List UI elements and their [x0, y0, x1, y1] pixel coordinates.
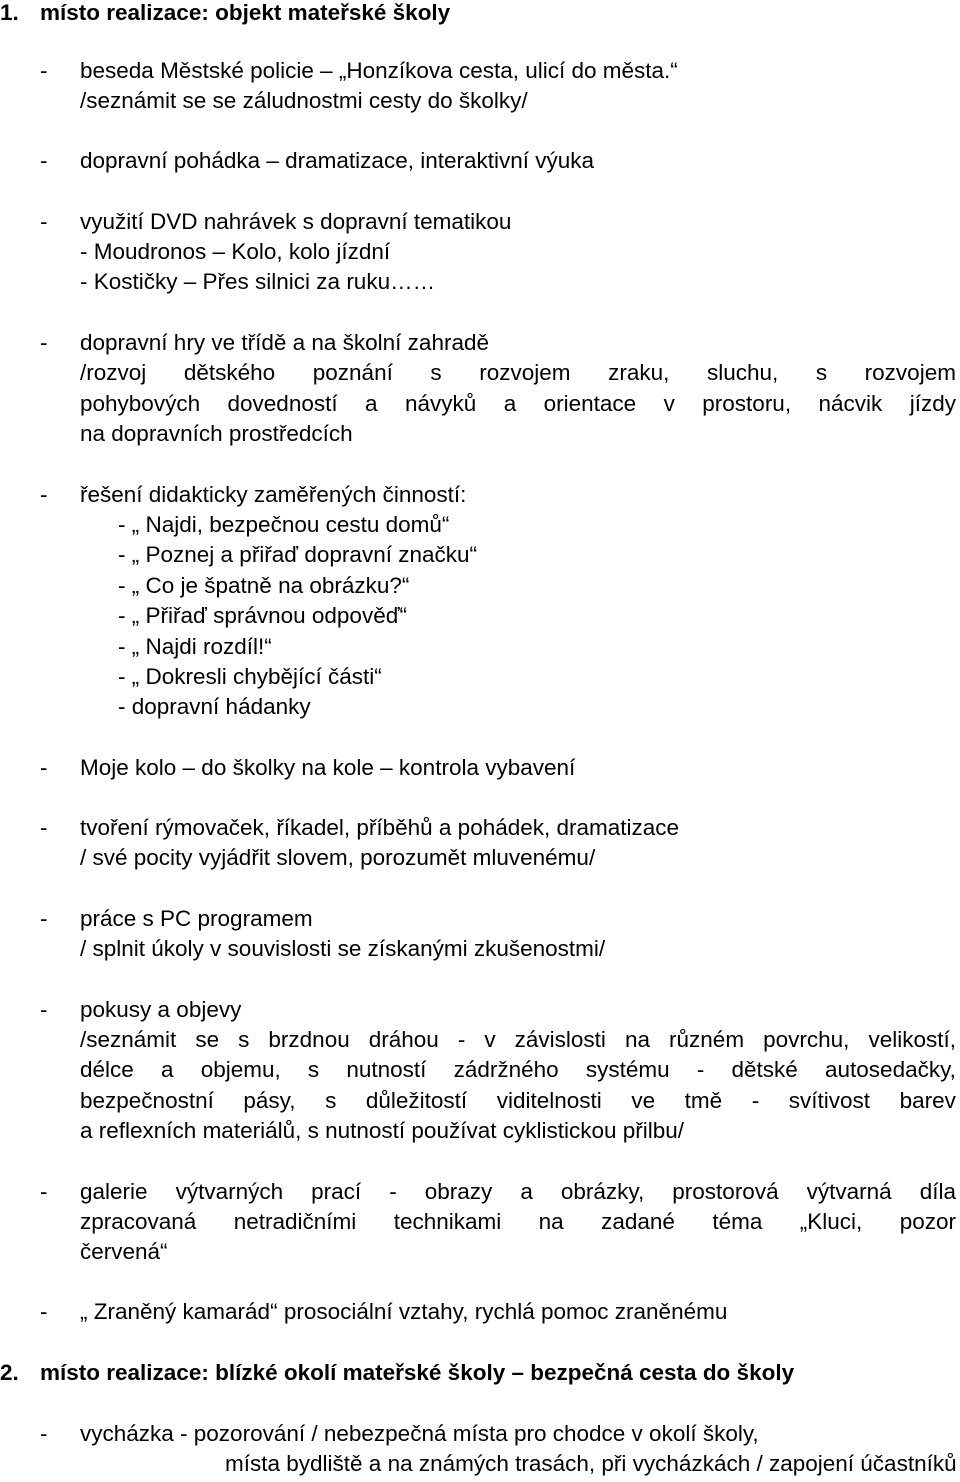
list-item-text: na dopravních prostředcích	[80, 421, 353, 446]
list-item-text: - Moudronos – Kolo, kolo jízdní	[80, 239, 391, 264]
list-item-text: a reflexních materiálů, s nutností používat cyklistickou přilbu/	[80, 1118, 685, 1143]
list-item-dash: -	[40, 148, 48, 173]
list-item-text: Moje kolo – do školky na kole – kontrola vybavení	[80, 755, 576, 780]
list-item-text: červená“	[80, 1239, 168, 1264]
list-item-text: dopravní pohádka – dramatizace, interaktivní výuka	[80, 148, 595, 173]
list-item-text: / splnit úkoly v souvislosti se získanými zkušenostmi/	[80, 936, 606, 961]
list-item-text: / své pocity vyjádřit slovem, porozumět mluvenému/	[80, 845, 596, 870]
list-item-text: využití DVD nahrávek s dopravní tematikou	[80, 209, 512, 234]
list-item-dash: -	[40, 1421, 48, 1446]
section-2-number: 2.	[0, 1360, 19, 1385]
list-item-text: /seznámit se se záludnostmi cesty do školky/	[80, 88, 528, 113]
sub-item: - dopravní hádanky	[118, 694, 311, 719]
sub-item: - „ Dokresli chybějící části“	[118, 664, 382, 689]
list-item-text: /rozvoj dětského poznání s rozvojem zraku, sluchu, s rozvojem	[80, 360, 956, 385]
list-item-dash: -	[40, 58, 48, 83]
list-item-text: délce a objemu, s nutností zádržného systému - dětské autosedačky,	[80, 1057, 956, 1082]
list-item-dash: -	[40, 209, 48, 234]
list-item-dash: -	[40, 1179, 48, 1204]
sub-item: - „ Poznej a přiřaď dopravní značku“	[118, 542, 477, 567]
list-item-text: řešení didakticky zaměřených činností:	[80, 482, 467, 507]
list-item-text: zpracovaná netradičními technikami na zadané téma „Kluci, pozor	[80, 1209, 956, 1234]
sub-item: - „ Najdi rozdíl!“	[118, 634, 272, 659]
list-item-text: - Kostičky – Přes silnici za ruku……	[80, 269, 436, 294]
section-1-number: 1.	[0, 0, 19, 25]
list-item-text: dopravní hry ve třídě a na školní zahradě	[80, 330, 489, 355]
list-item-dash: -	[40, 1299, 48, 1324]
list-item-text: „ Zraněný kamarád“ prosociální vztahy, rychlá pomoc zraněnému	[80, 1299, 728, 1324]
list-item-text: bezpečnostní pásy, s důležitostí viditelnosti ve tmě - svítivost barev	[80, 1088, 956, 1113]
section-1-title: místo realizace: objekt mateřské školy	[40, 0, 451, 25]
list-item-text: galerie výtvarných prací - obrazy a obrázky, prostorová výtvarná díla	[80, 1179, 956, 1204]
sub-item: - „ Přiřaď správnou odpověď“	[118, 603, 408, 628]
list-item-dash: -	[40, 755, 48, 780]
list-item-text: vycházka - pozorování / nebezpečná místa pro chodce v okolí školy,	[80, 1421, 759, 1446]
list-item-dash: -	[40, 906, 48, 931]
list-item-text: práce s PC programem	[80, 906, 313, 931]
list-item-dash: -	[40, 815, 48, 840]
list-item-dash: -	[40, 997, 48, 1022]
section-2-title: místo realizace: blízké okolí mateřské školy – bezpečná cesta do školy	[40, 1360, 795, 1385]
list-item-text: tvoření rýmovaček, říkadel, příběhů a pohádek, dramatizace	[80, 815, 680, 840]
list-item-text: beseda Městské policie – „Honzíkova cesta, ulicí do města.“	[80, 58, 678, 83]
sub-item: - „ Co je špatně na obrázku?“	[118, 573, 410, 598]
list-item-text: místa bydliště a na známých trasách, při vycházkách / zapojení účastníků	[225, 1451, 957, 1476]
list-item-dash: -	[40, 482, 48, 507]
sub-item: - „ Najdi, bezpečnou cestu domů“	[118, 512, 450, 537]
list-item-text: pokusy a objevy	[80, 997, 242, 1022]
list-item-text: pohybových dovedností a návyků a orientace v prostoru, nácvik jízdy	[80, 391, 956, 416]
list-item-dash: -	[40, 330, 48, 355]
list-item-text: /seznámit se s brzdnou dráhou - v závislosti na různém povrchu, velikostí,	[80, 1027, 956, 1052]
